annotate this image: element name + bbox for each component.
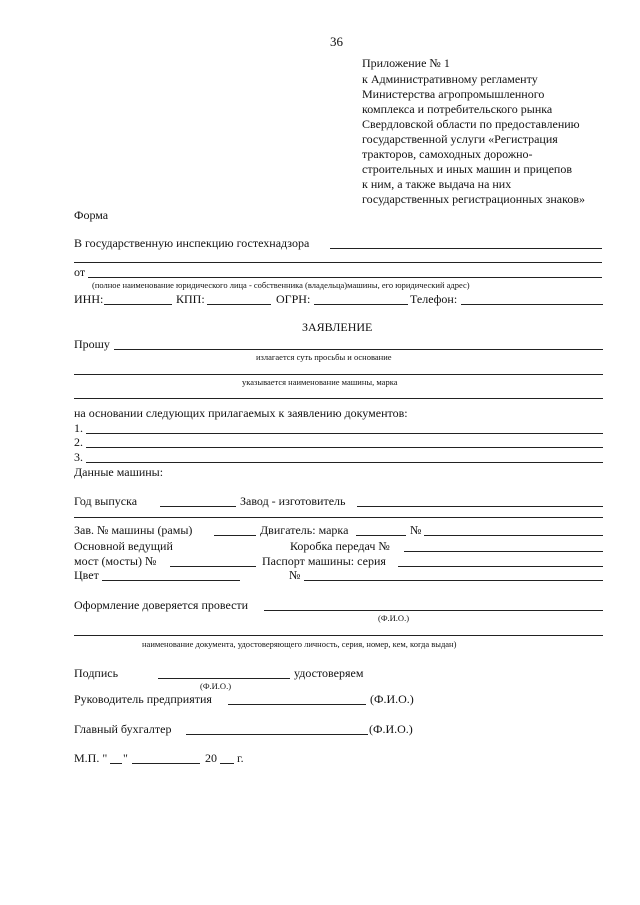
engine-number-label: № xyxy=(410,523,422,537)
accountant-fio: (Ф.И.О.) xyxy=(369,722,413,736)
form-label: Форма xyxy=(74,208,109,222)
factory-field-2[interactable] xyxy=(74,517,603,518)
director-fio: (Ф.И.О.) xyxy=(370,692,414,706)
page-number: 36 xyxy=(330,34,343,49)
request-label: Прошу xyxy=(74,337,110,351)
date-month-field[interactable] xyxy=(132,763,200,764)
date-year-field[interactable] xyxy=(220,763,234,764)
signature-fio-hint: (Ф.И.О.) xyxy=(200,681,232,691)
frame-number-label: Зав. № машины (рамы) xyxy=(74,523,193,537)
request-hint-2: указывается наименование машины, марка xyxy=(242,377,398,387)
color-label: Цвет xyxy=(74,568,99,582)
document-title: ЗАЯВЛЕНИЕ xyxy=(302,320,373,334)
passport-label: Паспорт машины: серия xyxy=(262,554,386,568)
certify-label: удостоверяем xyxy=(294,666,364,680)
appendix-line: комплекса и потребительского рынка xyxy=(362,102,553,116)
accountant-label: Главный бухгалтер xyxy=(74,722,172,736)
doc-item-number: 2. xyxy=(74,435,83,449)
trust-label: Оформление доверяется провести xyxy=(74,598,249,612)
appendix-line: Министерства агропромышленного xyxy=(362,87,545,101)
from-hint: (полное наименование юридического лица - собственника (владельца)машины, его юридический адрес) xyxy=(92,280,470,290)
machine-heading: Данные машины: xyxy=(74,465,164,479)
color-field[interactable] xyxy=(102,580,240,581)
appendix-line: Приложение № 1 xyxy=(362,56,450,70)
trust-doc-hint: наименование документа, удостоверяющего личность, серия, номер, кем, когда выдан) xyxy=(142,639,457,649)
doc-item-field[interactable] xyxy=(86,462,603,463)
engine-number-field[interactable] xyxy=(424,535,603,536)
frame-number-field[interactable] xyxy=(214,535,256,536)
stamp-quote: " xyxy=(123,751,128,765)
signature-field[interactable] xyxy=(158,678,290,679)
passport-series-field[interactable] xyxy=(398,566,603,567)
engine-brand-field[interactable] xyxy=(356,535,406,536)
request-hint-1: излагается суть просьбы и основание xyxy=(256,352,392,362)
accountant-field[interactable] xyxy=(186,734,368,735)
kpp-label: КПП: xyxy=(176,292,205,306)
phone-label: Телефон: xyxy=(410,292,458,306)
inn-label: ИНН: xyxy=(74,292,104,306)
passport-number-label: № xyxy=(289,568,301,582)
appendix-line: строительных и иных машин и прицепов xyxy=(362,162,573,176)
stamp-label: М.П. " xyxy=(74,751,108,765)
appendix-line: государственной услуги «Регистрация xyxy=(362,132,558,146)
to-inspection-label: В государственную инспекцию гостехнадзора xyxy=(74,236,310,250)
gearbox-field[interactable] xyxy=(404,551,603,552)
appendix-line: Свердловской области по предоставлению xyxy=(362,117,580,131)
appendix-line: тракторов, самоходных дорожно- xyxy=(362,147,533,161)
ogrn-field[interactable] xyxy=(314,304,408,305)
kpp-field[interactable] xyxy=(207,304,271,305)
trust-doc-field[interactable] xyxy=(74,635,603,636)
inspection-field[interactable] xyxy=(330,248,602,249)
doc-item-number: 3. xyxy=(74,450,83,464)
factory-field[interactable] xyxy=(357,506,603,507)
appendix-line: к ним, а также выдача на них xyxy=(362,177,512,191)
drive-axle-field[interactable] xyxy=(170,566,256,567)
inn-field[interactable] xyxy=(104,304,172,305)
docs-heading: на основании следующих прилагаемых к заявлению документов: xyxy=(74,406,408,420)
appendix-line: к Административному регламенту xyxy=(362,72,538,86)
drive-axle-label-2: мост (мосты) № xyxy=(74,554,157,568)
from-field[interactable] xyxy=(88,277,602,278)
request-field[interactable] xyxy=(114,349,603,350)
gearbox-label: Коробка передач № xyxy=(290,539,390,553)
appendix-line: государственных регистрационных знаков» xyxy=(362,192,586,206)
request-field-2[interactable] xyxy=(74,374,603,375)
from-label: от xyxy=(74,265,86,279)
factory-label: Завод - изготовитель xyxy=(240,494,346,508)
director-label: Руководитель предприятия xyxy=(74,692,212,706)
inspection-field-2[interactable] xyxy=(74,262,602,263)
year-label: Год выпуска xyxy=(74,494,138,508)
year-suffix: г. xyxy=(237,751,244,765)
doc-item-field[interactable] xyxy=(86,447,603,448)
year-prefix: 20 xyxy=(205,751,217,765)
signature-label: Подпись xyxy=(74,666,119,680)
phone-field[interactable] xyxy=(461,304,603,305)
trust-fio-hint: (Ф.И.О.) xyxy=(378,613,410,623)
director-field[interactable] xyxy=(228,704,366,705)
doc-item-field[interactable] xyxy=(86,433,603,434)
year-field[interactable] xyxy=(160,506,236,507)
doc-item-number: 1. xyxy=(74,421,83,435)
drive-axle-label-1: Основной ведущий xyxy=(74,539,173,553)
passport-number-field[interactable] xyxy=(304,580,603,581)
trust-field[interactable] xyxy=(264,610,603,611)
ogrn-label: ОГРН: xyxy=(276,292,311,306)
date-day-field[interactable] xyxy=(110,763,122,764)
engine-brand-label: Двигатель: марка xyxy=(260,523,349,537)
request-field-3[interactable] xyxy=(74,398,603,399)
